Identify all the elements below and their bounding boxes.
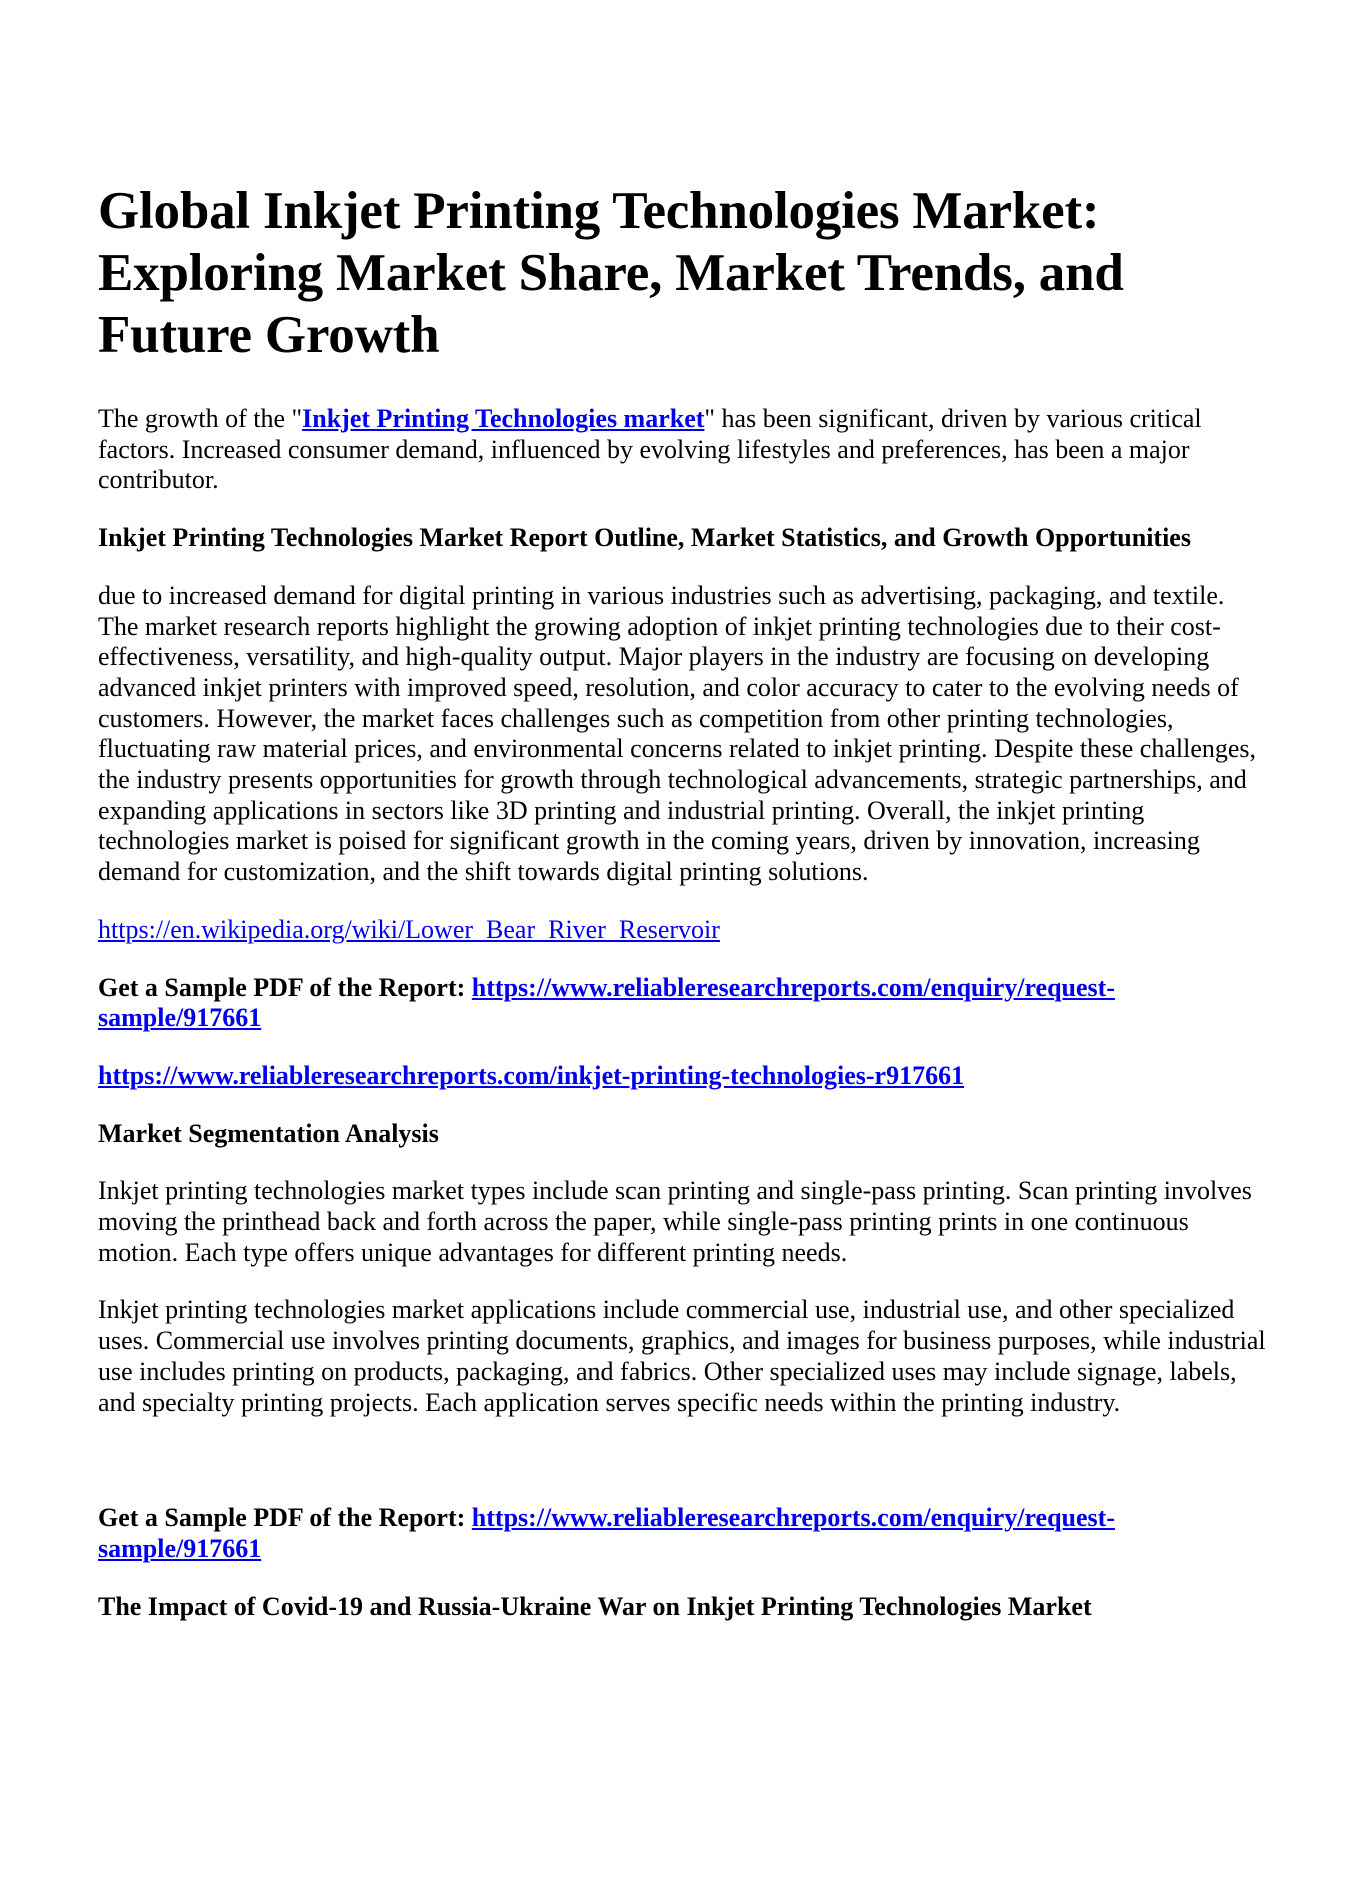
covid-heading: The Impact of Covid-19 and Russia-Ukraine War on Inkjet Printing Technologies Market bbox=[98, 1591, 1092, 1621]
report-link[interactable]: https://www.reliableresearchreports.com/inkjet-printing-technologies-r917661 bbox=[98, 1060, 965, 1090]
segmentation-applications-paragraph: Inkjet printing technologies market applications include commercial use, industrial use, and other specialized uses. Commercial use involves printing documents, graphics, and images for business purposes, while industrial use includes printing on products, packaging, and fabrics. Other specialized uses may include signage, labels, and specialty printing projects. Each application serves specific needs within the printing industry. bbox=[98, 1295, 1266, 1417]
intro-text-before: The growth of the " bbox=[98, 404, 303, 433]
intro-text-after: " has been significant, driven by various critical factors. Increased consumer demand, influenced by evolving lifestyles and preferences, has been a major contributor. bbox=[98, 404, 1202, 495]
section-spacer bbox=[98, 1445, 1268, 1503]
sample-pdf-label-1: Get a Sample PDF of the Report: bbox=[98, 972, 472, 1002]
segmentation-heading: Market Segmentation Analysis bbox=[98, 1118, 439, 1148]
sample-pdf-paragraph-1 bbox=[98, 973, 1268, 1034]
sample-pdf-paragraph-2 bbox=[98, 1503, 1268, 1564]
intro-paragraph bbox=[98, 404, 1268, 496]
segmentation-types-paragraph: Inkjet printing technologies market types include scan printing and single-pass printing. Scan printing involves moving the printhead back and forth across the paper, while single-pass printing prints in one continuous motion. Each type offers unique advantages for different printing needs. bbox=[98, 1176, 1252, 1267]
report-outline-heading: Inkjet Printing Technologies Market Report Outline, Market Statistics, and Growth Opportunities bbox=[98, 523, 1191, 553]
wiki-link[interactable]: https://en.wikipedia.org/wiki/Lower_Bear_River_Reservoir bbox=[98, 914, 720, 944]
market-link[interactable]: Inkjet Printing Technologies market bbox=[302, 404, 705, 433]
document-page bbox=[98, 180, 1268, 1649]
report-link-paragraph bbox=[98, 1061, 1268, 1092]
sample-pdf-link-2[interactable]: https://www.reliableresearchreports.com/enquiry/request-sample/917661 bbox=[98, 1503, 1115, 1563]
page-title: Global Inkjet Printing Technologies Market: Exploring Market Share, Market Trends, and Future Growth bbox=[98, 182, 1124, 364]
wiki-link-paragraph bbox=[98, 915, 1268, 946]
sample-pdf-link-1[interactable]: https://www.reliableresearchreports.com/enquiry/request-sample/917661 bbox=[98, 972, 1115, 1033]
sample-pdf-label-2: Get a Sample PDF of the Report: bbox=[98, 1503, 472, 1533]
report-outline-body: due to increased demand for digital printing in various industries such as advertising, packaging, and textile. The market research reports highlight the growing adoption of inkjet printing technologies due to their cost-effectiveness, versatility, and high-quality output. Major players in the industry are focusing on developing advanced inkjet printers with improved speed, resolution, and color accuracy to cater to the evolving needs of customers. However, the market faces challenges such as competition from other printing technologies, fluctuating raw material prices, and environmental concerns related to inkjet printing. Despite these challenges, the industry presents opportunities for growth through technological advancements, strategic partnerships, and expanding applications in sectors like 3D printing and industrial printing. Overall, the inkjet printing technologies market is poised for significant growth in the coming years, driven by innovation, increasing demand for customization, and the shift towards digital printing solutions. bbox=[98, 580, 1257, 887]
